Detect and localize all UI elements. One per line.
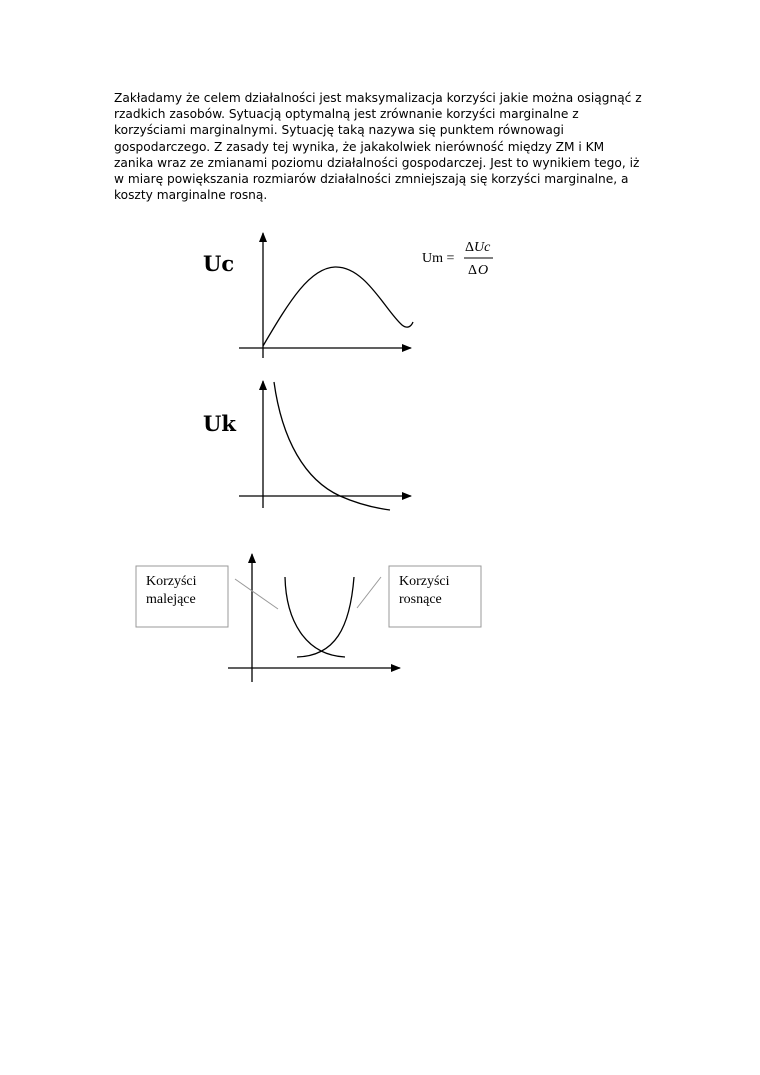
marginal-utility-formula: [422, 240, 493, 278]
uc-label: Uc: [203, 251, 235, 276]
graph-cross: [136, 554, 481, 682]
uk-label: Uk: [203, 411, 236, 436]
uk-curve: [274, 382, 390, 510]
formula-numerator-delta: Δ: [465, 240, 475, 255]
left-box-line1: Korzyści: [146, 574, 197, 589]
formula-denominator-delta: Δ: [468, 263, 478, 278]
increasing-curve: [297, 577, 354, 657]
decreasing-curve: [285, 577, 345, 657]
right-callout-line: [357, 577, 381, 608]
paragraph-line: Zakładamy że celem działalności jest maksymalizacja korzyści jakie można osiągnąć z: [114, 91, 642, 105]
formula-denominator-var: O: [478, 263, 489, 278]
paragraph-line: zanika wraz ze zmianami poziomu działalności gospodarczej. Jest to wynikiem tego, iż: [114, 155, 640, 170]
formula-lhs: Um =: [422, 251, 455, 266]
paragraph-line: koszty marginalne rosną.: [114, 188, 268, 203]
right-box-line1: Korzyści: [399, 574, 450, 589]
right-box-line2: rosnące: [399, 592, 442, 607]
formula-numerator-var: Uc: [474, 240, 491, 255]
paragraph-line: korzyściami marginalnymi. Sytuację taką nazywa się punktem równowagi: [114, 123, 564, 138]
uc-curve: [263, 267, 413, 346]
graph-uc: [203, 233, 413, 358]
left-callout-line: [235, 579, 278, 609]
paragraph-line: w miarę powiększania rozmiarów działalności zmniejszają się korzyści marginalne, a: [114, 172, 629, 187]
paragraph-line: gospodarczego. Z zasady tej wynika, że jakakolwiek nierówność między ZM i KM: [114, 139, 605, 154]
paragraph-line: rzadkich zasobów. Sytuacją optymalną jest zrównanie korzyści marginalne z: [114, 107, 579, 122]
graph-uk: [203, 381, 411, 510]
left-box-line2: malejące: [146, 592, 196, 607]
